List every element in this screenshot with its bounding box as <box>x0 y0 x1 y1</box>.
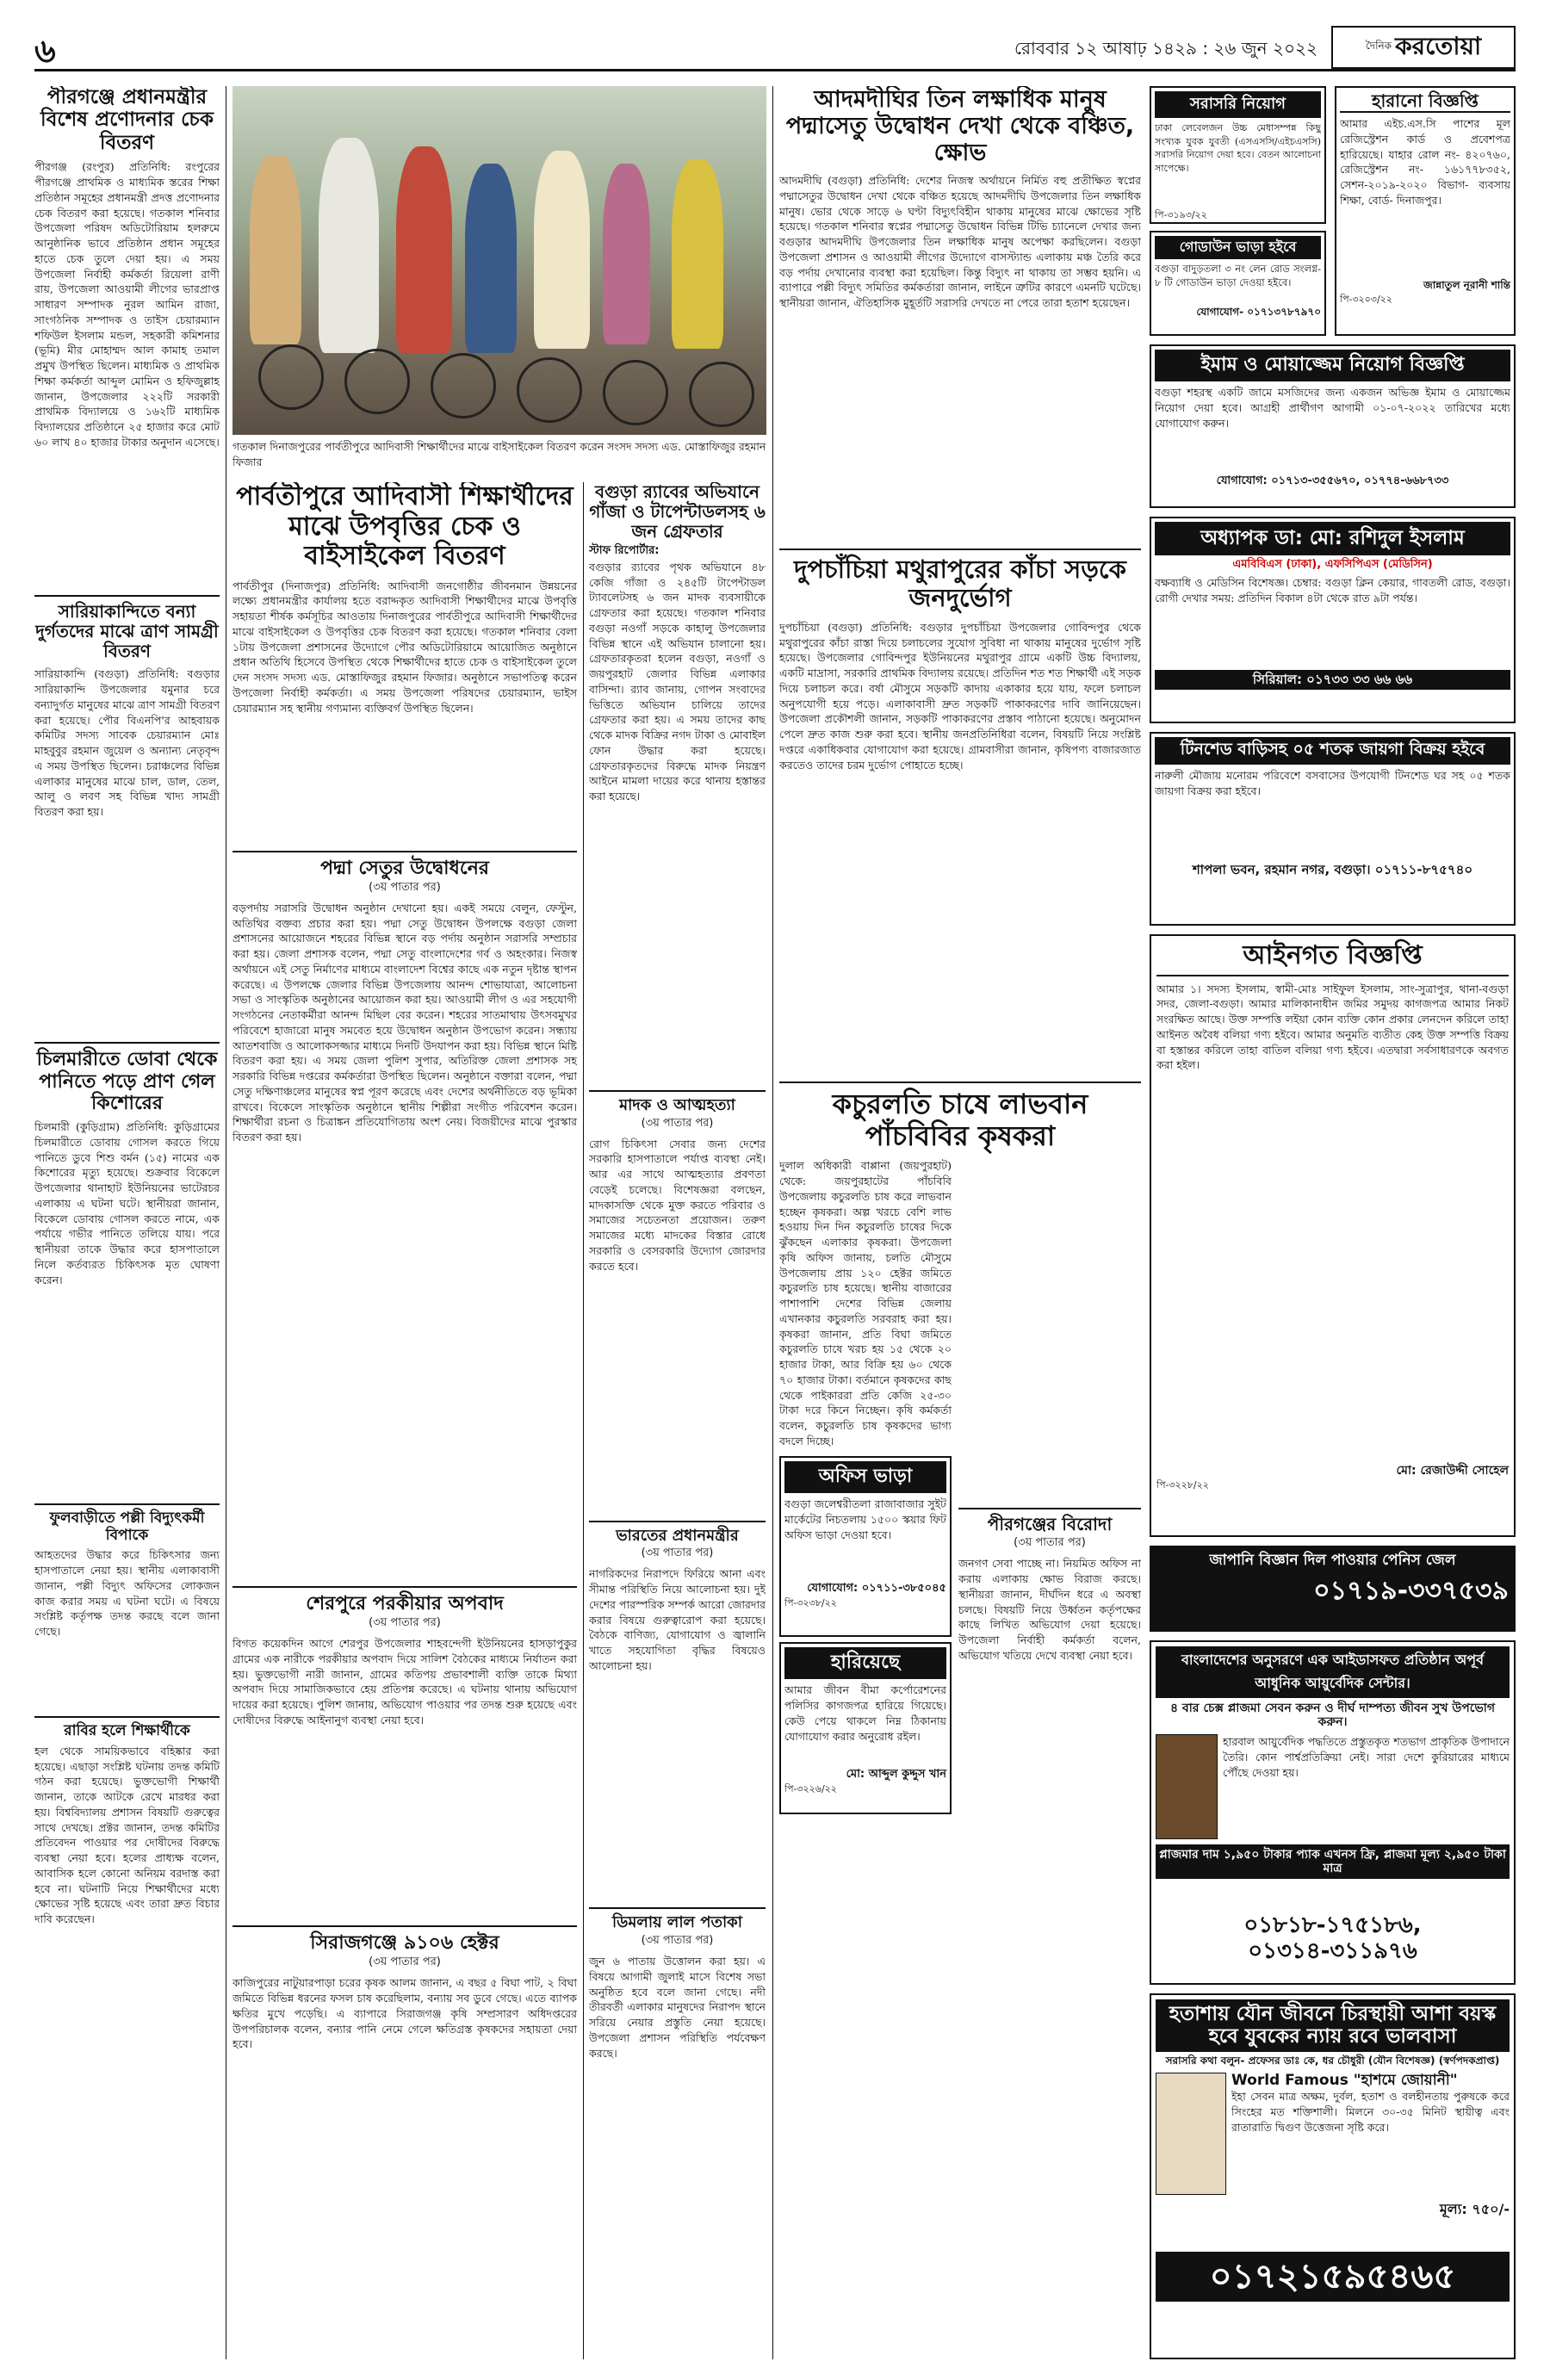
divider <box>34 595 220 597</box>
ad-imam-body: বগুড়া শহরস্থ একটি জামে মসজিদের জন্য একজন অভিজ্ঞ ইমাম ও মোয়াজ্জেম নিয়োগ দেয়া হবে। আগ্রহী প্রার্থীগণ আগামী ০১-০৭-২০২২ তারিখের মধ্যে যোগাযোগ করুন। <box>1155 386 1510 430</box>
ad-lost <box>779 1642 952 1814</box>
newspaper-logo <box>1331 26 1516 69</box>
ad-legal-notice <box>1150 934 1516 1537</box>
headline-dimla: ডিমলায় লাল পতাকা <box>612 1913 742 1932</box>
headline-india-pm: ভারতের প্রধানমন্ত্রীর <box>616 1526 739 1545</box>
headline-pirganj-biroda: পীরগঞ্জের বিরোদা <box>987 1514 1113 1535</box>
ad-lost-notice-title: হারানো বিজ্ঞপ্তি <box>1340 91 1510 113</box>
ad-legal-title: আইনগত বিজ্ঞপ্তি <box>1156 941 1509 976</box>
ad-lost-notice <box>1335 86 1516 336</box>
headline-pirganj: পীরগঞ্জে প্রধানমন্ত্রীর বিশেষ প্রণোদনার চেক বিতরণ <box>40 86 214 154</box>
ad-office-body: বগুড়া জলেশ্বরীতলা রাজাবাজার সুইট মার্কেটের নিচতলায় ১৫০০ স্কয়ার ফিট অফিস ভাড়া দেওয়া হবে। <box>784 1497 946 1541</box>
column-2 <box>232 482 577 2359</box>
ad-office-title: অফিস ভাড়া <box>784 1461 946 1493</box>
article-pirganj: পীরগঞ্জ (রংপুর) প্রতিনিধি: রংপুরের পীরগঞ্জে প্রাথমিক ও মাধ্যমিক স্তরের শিক্ষা প্রতিষ্ঠান সমূহের প্রধানমন্ত্রী প্রদত্ত প্রণোদনার চেক বিতরণ করা হয়েছে। গতকাল শনিবার উপজেলা পরিষদ অডিটোরিয়াম হলরুমে আনুষ্ঠানিক ভাবে প্রতিষ্ঠান প্রধান সমূহের হাতে চেক তুলে দেয়া হয়। এ সময় উপজেলা নির্বাহী কর্মকর্তা রিয়েলা রাণী রায়, উপজেলা আওয়ামী লীগের ভারপ্রাপ্ত সাধারণ সম্পাদক নুরল আমিন রাজা, সাংগঠনিক সম্পাদক ও তাইস চেয়ারম্যান শফিউল ইসলাম মন্ডল, সহকারী কমিশনার (ভূমি) মীর মোহাম্মদ আল কামাহ তমাল প্রমুখ উপস্থিত ছিলেন। মাধ্যমিক ও প্রাথমিক শিক্ষা কর্মকর্তা আব্দুল মোমিন ও হফিজুল্লাহ জানান, উপজেলার ২২২টি সরকারী প্রাথমিক বিদ্যালয়ে ও ১৬২টি মাধ্যমিক বিদ্যালয়ের প্রতিষ্ঠানে ২৫ হাজার করে মোট ৬০ লাখ ৪০ হাজার টাকার অনুদান এসেছে। <box>34 160 220 449</box>
continued-note: (৩য় পাতার পর) <box>1014 1536 1086 1550</box>
page-number: ৬ <box>34 32 56 70</box>
ad-land-sale-title: টিনশেড বাড়িসহ ০৫ শতক জায়গা বিক্রয় হইবে <box>1155 737 1510 765</box>
ad-code: পি-৩২২৮/২২ <box>1156 1478 1209 1491</box>
divider <box>232 1586 577 1588</box>
page-header <box>34 26 1516 71</box>
headline-adamdighi: আদমদীঘির তিন লক্ষাধিক মানুষ পদ্মাসেতু উদ্বোধন দেখা থেকে বঞ্চিত, ক্ষোভ <box>785 86 1135 167</box>
ad-imam <box>1150 344 1516 508</box>
article-rabi: হল থেকে সাময়িকভাবে বহিষ্কার করা হয়েছে। এছাড়া সংশ্লিষ্ট ঘটনায় তদন্ত কমিটি গঠন করা হয়েছে। ভুক্তভোগী শিক্ষার্থী জানান, তাকে আটকে রেখে মারধর করা হয়। বিশ্ববিদ্যালয় প্রশাসন বিষয়টি গুরুত্বের সাথে দেখছে। প্রক্টর জানান, তদন্ত কমিটির প্রতিবেদন পাওয়ার পর দোষীদের বিরুদ্ধে ব্যবস্থা নেয়া হবে। হলের প্রাধ্যক্ষ বলেন, আবাসিক হলে কোনো অনিয়ম বরদাস্ত করা হবে না। ঘটনাটি নিয়ে শিক্ষার্থীদের মধ্যে ক্ষোভের সৃষ্টি হয়েছে এবং তারা দ্রুত বিচার দাবি করেছেন। <box>34 1744 220 1926</box>
column-rule <box>772 86 773 2359</box>
ad-godown-title: গোডাউন ভাড়া হইবে <box>1155 236 1321 259</box>
ad-hashme-price: মূল্য: ৭৫০/- <box>1439 2200 1510 2217</box>
article-sherpur: বিগত কয়েকদিন আগে শেরপুর উপজেলার শাহবন্দেগী ইউনিয়নের হাসড়াপুকুর গ্রামের এক নারীকে পরকীয়ার অপবাদ দিয়ে সালিশ বৈঠকের মাধ্যমে নির্যাতন করা হয়। ভুক্তভোগী নারী জানান, গ্রামের কতিপয় প্রভাবশালী ব্যক্তি তাকে মিথ্যা অপবাদ দিয়ে সামাজিকভাবে হেয় প্রতিপন্ন করেছে। এ ঘটনায় থানায় অভিযোগ দায়ের করা হয়েছে। পুলিশ জানায়, অভিযোগ পাওয়ার পর তদন্ত শুরু হয়েছে এবং দোষীদের বিরুদ্ধে আইনানুগ ব্যবস্থা নেয়া হবে। <box>232 1637 577 1726</box>
article-parbatipur: পার্বতীপুর (দিনাজপুর) প্রতিনিধি: আদিবাসী জনগোষ্ঠীর জীবনমান উন্নয়নের লক্ষ্যে প্রধানমন্ত্রীর কার্যালয় হতে বরাদ্দকৃত আদিবাসী শিক্ষার্থীদের মাঝে উপবৃত্তি সহায়তা শীর্ষক কর্মসূচির আওতায় দিনাজপুরের পার্বতীপুরে আদিবাসী শিক্ষার্থীদের মাঝে বাইসাইকেল ও উপবৃত্তির চেক বিতরণ করা হয়েছে। গতকাল শনিবার বেলা ১টায় উপজেলা প্রশাসনের উদ্যোগে পৌর অডিটোরিয়ামে আয়োজিত অনুষ্ঠানে প্রধান অতিথি হিসেবে উপস্থিত থেকে শিক্ষার্থীদের হাতে চেক ও বাইসাইকেল তুলে দেন সংসদ সদস্য এড. মোস্তাফিজুর রহমান ফিজার। অনুষ্ঠানে সভাপতিত্ব করেন উপজেলা নির্বাহী কর্মকর্তা। এ সময় উপজেলা পরিষদের চেয়ারম্যান, ভাইস চেয়ারম্যান সহ স্থানীয় গণ্যমান্য ব্যক্তিবর্গ উপস্থিত ছিলেন। <box>232 579 577 715</box>
divider <box>232 1925 577 1927</box>
ad-recruitment <box>1150 86 1326 224</box>
ad-land-sale <box>1150 732 1516 926</box>
divider <box>589 1907 766 1909</box>
ad-doctor <box>1150 517 1516 723</box>
ad-japan-gel-phone: ০১৭১৯-৩৩৭৫৩৯ <box>1313 1575 1509 1606</box>
product-image <box>1156 1734 1218 1839</box>
continued-note: (৩য় পাতার পর) <box>369 1616 441 1630</box>
ad-ayurvedic <box>1150 1640 1516 1985</box>
ad-recruitment-body: ঢাকা লেবেলজন উচ্চ মেধাসম্পন্ন কিছু সংখ্যক যুবক যুবতী (এসএসসি/এইচএসসি) সরাসরি নিয়োগ দেয়া হবে। বেতন আলোচনা সাপেক্ষে। <box>1155 122 1321 174</box>
article-dupchanchia: দুপচাঁচিয়া (বগুড়া) প্রতিনিধি: বগুড়ার দুপচাঁচিয়া উপজেলার গোবিন্দপুর থেকে মথুরাপুরের কাঁচা রাস্তা দিয়ে চলাচলের সুযোগ সুবিধা না থাকায় মানুষের দুর্ভোগ সৃষ্টি হয়েছে। উপজেলার গোবিন্দপুর ইউনিয়নের মথুরাপুর গ্রামে একটি উচ্চ বিদ্যালয়, একটি মাদ্রাসা, সরকারি প্রাথমিক বিদ্যালয় রয়েছে। প্রতিদিন শত শত শিক্ষার্থী এই সড়ক দিয়ে চলাচল করে। বর্ষা মৌসুমে সড়কটি কাদায় একাকার হয়ে যায়, ফলে চলাচল অনুপযোগী হয়ে পড়ে। এলাকাবাসী দ্রুত সড়কটি পাকাকরণের দাবি জানিয়েছেন। উপজেলা প্রকৌশলী জানান, সড়কটি পাকাকরণের প্রস্তাব পাঠানো হয়েছে। অনুমোদন পেলে দ্রুত কাজ শুরু করা হবে। স্থানীয় জনপ্রতিনিধিরা বলেন, বিষয়টি নিয়ে সংশ্লিষ্ট দপ্তরে একাধিকবার যোগাযোগ করা হয়েছে। গ্রামবাসীরা জানান, কৃষিপণ্য বাজারজাত করতেও তাদের চরম দুর্ভোগ পোহাতে হচ্ছে। <box>779 620 1141 772</box>
ad-doctor-degree: এমবিবিএস (ঢাকা), এফসিপিএস (মেডিসিন) <box>1232 558 1433 571</box>
headline-padma: পদ্মা সেতুর উদ্বোধনের <box>320 857 489 879</box>
ad-hashme-sub: সরাসরি কথা বলুন- প্রফেসর ডাঃ কে, ধর চৌধুরী (যৌন বিশেষজ্ঞ) (স্বর্ণপদকপ্রাপ্ত) <box>1165 2054 1500 2067</box>
ad-doctor-title: অধ্যাপক ডা: মো: রশিদুল ইসলাম <box>1155 522 1510 555</box>
ad-code: পি-৩২০৩/২২ <box>1340 293 1392 305</box>
article-madok: রোগ চিকিৎসা সেবার জন্য দেশের সরকারি হাসপাতালে পর্যাপ্ত ব্যবস্থা নেই। আর এর সাথে আত্মহত্যার প্রবণতা বেড়েই চলেছে। বিশেষজ্ঞরা বলছেন, মাদকাসক্তি থেকে মুক্ত করতে পরিবার ও সমাজের সচেতনতা প্রয়োজন। তরুণ সমাজের মধ্যে মাদকের বিস্তার রোধে সরকারি ও বেসরকারি উদ্যোগ জোরদার করতে হবে। <box>589 1137 766 1273</box>
ad-ayurvedic-body: হারবাল আয়ুর্বেদিক পদ্ধতিতে প্রস্তুতকৃত শতভাগ প্রাকৃতিক উপাদানে তৈরি। কোন পার্শ্বপ্রতিক্রিয়া নেই। সারা দেশে কুরিয়ারের মাধ্যমে পৌঁছে দেওয়া হয়। <box>1223 1735 1510 1779</box>
divider <box>232 851 577 852</box>
ad-doctor-serial: সিরিয়াল: ০১৭৩৩ ৩৩ ৬৬ ৬৬ <box>1155 670 1510 690</box>
article-rab: বগুড়ার র‌্যাবের পৃথক অভিযানে ৪৮ কেজি গাঁজা ও ২৪৫টি টাপেন্টাডল ট্যাবলেটসহ ৬ জন মাদক ব্যবসায়ীকে গ্রেফতার করা হয়েছে। গতকাল শনিবার বগুড়া নওগাঁ সড়কে কাহালু উপজেলার বিভিন্ন স্থানে এই অভিযান চালানো হয়। গ্রেফতারকৃতরা হলেন বগুড়া, নওগাঁ ও জয়পুরহাট জেলার বিভিন্ন এলাকার বাসিন্দা। র‌্যাব জানায়, গোপন সংবাদের ভিত্তিতে অভিযান চালিয়ে তাদের গ্রেফতার করা হয়। এ সময় তাদের কাছ থেকে মাদক বিক্রির নগদ টাকা ও মোবাইল ফোন উদ্ধার করা হয়েছে। গ্রেফতারকৃতদের বিরুদ্ধে মাদক নিয়ন্ত্রণ আইনে মামলা দায়ের করে থানায় হস্তান্তর করা হয়েছে। <box>589 560 766 803</box>
continued-note: (৩য় পাতার পর) <box>641 1546 714 1560</box>
article-chilmari: চিলমারী (কুড়িগ্রাম) প্রতিনিধি: কুড়িগ্রামের চিলমারীতে ডোবায় গোসল করতে গিয়ে পানিতে ডুবে শিশু বর্মন (১৫) নামের এক কিশোরের মৃত্যু হয়েছে। শুক্রবার বিকেলে উপজেলার থানাহাট ইউনিয়নের ভাটেরচর এলাকায় এ ঘটনা ঘটে। স্থানীয়রা জানান, বিকেলে ডোবায় গোসল করতে নামে, এক পর্যায়ে গভীর পানিতে তলিয়ে যায়। পরে স্থানীয়রা তাকে উদ্ধার করে হাসপাতালে নিলে কর্তব্যরত চিকিৎসক মৃত ঘোষণা করেন। <box>34 1120 220 1286</box>
ad-lost-contact: মো: আব্দুল কুদ্দুস খান <box>846 1768 946 1782</box>
header-date: রোববার ১২ আষাঢ় ১৪২৯ : ২৬ জুন ২০২২ <box>1014 38 1318 59</box>
ad-code: পি-৩২২৬/২২ <box>784 1783 837 1795</box>
byline: স্টাফ রিপোর্টার: <box>589 544 660 557</box>
ad-code: পি-৩১৯৩/২২ <box>1155 209 1207 220</box>
ad-recruitment-title: সরাসরি নিয়োগ <box>1155 91 1321 118</box>
column-1 <box>34 86 220 2359</box>
ad-office-contact: যোগাযোগ: ০১৭১১-৩৮৫০৪৫ <box>807 1582 946 1596</box>
ad-lost-body: আমার জীবন বীমা কর্পোরেশনের পলিসির কাগজপত্র হারিয়ে গিয়েছে। কেউ পেয়ে থাকলে নিম্ন ঠিকানায় যোগাযোগ করার অনুরোধ রইল। <box>784 1683 946 1743</box>
logo-small-text: দৈনিক <box>1365 40 1392 52</box>
headline-chilmari: চিলমারীতে ডোবা থেকে পানিতে পড়ে প্রাণ গেল কিশোরের <box>36 1049 218 1114</box>
continued-note: (৩য় পাতার পর) <box>641 1116 714 1130</box>
article-fulbari: আহতদের উদ্ধার করে চিকিৎসার জন্য হাসপাতালে নেয়া হয়। স্থানীয় এলাকাবাসী জানান, পল্লী বিদ্যুৎ অফিসের লোকজন কাজ করার সময় এ ঘটনা ঘটে। এ বিষয়ে সংশ্লিষ্ট কর্তৃপক্ষ তদন্ত করছে বলে জানা গেছে। <box>34 1548 220 1639</box>
ad-godown-body: বগুড়া বাদুড়তলা ৩ নং লেন রোড সংলগ্ন- ৮ টি গোডাউন ভাড়া দেওয়া হইবে। <box>1155 263 1321 289</box>
continued-note: (৩য় পাতার পর) <box>369 880 441 894</box>
ad-ayurvedic-title: বাংলাদেশের অনুসরণে এক আইডাসফত প্রতিষ্ঠান অপূর্ব আধুনিক আয়ুর্বেদিক সেন্টার। <box>1156 1646 1510 1698</box>
ad-legal-body: আমার ১। সদস্য ইসলাম, স্বামী-মোঃ সাইফুল ইসলাম, সাং-সুত্রাপুর, থানা-বগুড়া সদর, জেলা-বগুড়া। আমার মালিকানাধীন জমির সমুদয় কাগজপত্র আমার নিকট সংরক্ষিত আছে। উক্ত সম্পত্তি লইয়া কোন ব্যক্তি কোন প্রকার লেনদেন করিলে তাহা আইনত অবৈধ বলিয়া গণ্য হইবে। আমার অনুমতি ব্যতীত কেহ উক্ত সম্পত্তি বিক্রয় বা হস্তান্তর করিলে তাহা বাতিল বলিয়া গণ্য হইবে। এতদ্বারা সর্বসাধারণকে অবগত করা হইল। <box>1156 982 1509 1072</box>
divider <box>34 1503 220 1505</box>
ad-doctor-body: বক্ষব্যাধি ও মেডিসিন বিশেষজ্ঞ। চেম্বার: বগুড়া ক্লিন কেয়ার, গাবতলী রোড, বগুড়া। রোগী দেখার সময়: প্রতিদিন বিকাল ৪টা থেকে রাত ৯টা পর্যন্ত। <box>1155 575 1510 604</box>
ad-godown-contact: যোগাযোগ- ০১৭১৩৭৮৭৯৭০ <box>1196 306 1321 318</box>
column-3 <box>589 482 766 2359</box>
ad-land-sale-contact: শাপলা ভবন, রহমান নগর, বগুড়া। ০১৭১১-৮৭৫৭৪০ <box>1192 862 1473 877</box>
column-4 <box>779 86 1141 2359</box>
divider <box>779 1082 1141 1083</box>
column-rule <box>583 482 584 2359</box>
ad-hashme-phone: ০১৭২১৫৯৫৪৬৫ <box>1156 2252 1510 2302</box>
divider <box>958 1508 1141 1509</box>
photo-bicycle-distribution <box>232 86 766 435</box>
ad-imam-title: ইমাম ও মোয়াজ্জেম নিয়োগ বিজ্ঞপ্তি <box>1155 350 1510 381</box>
photo-caption: গতকাল দিনাজপুরের পার্বতীপুরে আদিবাসী শিক্ষার্থীদের মাঝে বাইসাইকেল বিতরণ করেন সংসদ সদস্য এড. মোস্তাফিজুর রহমান ফিজার <box>232 440 766 468</box>
ad-code: পি-৩২৩৮/২২ <box>784 1597 837 1609</box>
divider <box>589 1090 766 1092</box>
ad-hashme-title: হতাশায় যৌন জীবনে চিরস্থায়ী আশা বয়স্ক হবে যুবকের ন্যায় রবে ভালবাসা <box>1156 1999 1510 2052</box>
article-padma: বড়পর্দায় সরাসরি উদ্বোধন অনুষ্ঠান দেখানো হয়। একই সময়ে বেলুন, ফেস্টুন, অতিথির বক্তব্য প্রচার করা হয়। পদ্মা সেতু উদ্বোধন উপলক্ষে বগুড়া জেলা প্রশাসনের আয়োজনে শহরের বিভিন্ন স্থানে বড় পর্দায় অনুষ্ঠান সরাসরি সম্প্রচার করা হয়। জেলা প্রশাসক বলেন, পদ্মা সেতু বাংলাদেশের গর্ব ও অহংকার। নিজস্ব অর্থায়নে এই সেতু নির্মাণের মাধ্যমে বাংলাদেশ বিশ্বের কাছে এক নতুন দৃষ্টান্ত স্থাপন করেছে। এ উপলক্ষে জেলার বিভিন্ন উপজেলায় আনন্দ শোভাযাত্রা, আলোচনা সভা ও সাংস্কৃতিক অনুষ্ঠানের আয়োজন করা হয়। আওয়ামী লীগ ও এর সহযোগী সংগঠনের নেতাকর্মীরা আনন্দ মিছিল বের করেন। শহরের সাতমাথায় উৎসবমুখর পরিবেশে হাজারো মানুষ সমবেত হয়ে উদ্বোধন অনুষ্ঠান উপভোগ করেন। সন্ধ্যায় আতশবাজি ও আলোকসজ্জার মাধ্যমে দিনটি উদযাপন করা হয়। বিভিন্ন স্থানে মিষ্টি বিতরণ করা হয়। এ সময় জেলা পুলিশ সুপার, অতিরিক্ত জেলা প্রশাসক সহ সরকারি বিভিন্ন দপ্তরের কর্মকর্তারা উপস্থিত ছিলেন। অনুষ্ঠানে বক্তারা বলেন, পদ্মা সেতু দক্ষিণাঞ্চলের মানুষের স্বপ্ন পূরণ করেছে এবং দেশের অর্থনীতিতে বড় ভূমিকা রাখবে। বিকেলে সাংস্কৃতিক অনুষ্ঠানে স্থানীয় শিল্পীরা সংগীত পরিবেশন করেন। শিক্ষার্থীরা রচনা ও চিত্রাঙ্কন প্রতিযোগিতায় অংশ নেয়। বিজয়ীদের মাঝে পুরস্কার বিতরণ করা হয়। <box>232 901 577 1144</box>
ad-hashme-product: World Famous "হাশমে জোয়ানী" <box>1231 2071 1458 2089</box>
ad-hashme-body: ইহা সেবন মাত্র অক্ষম, দুর্বল, হতাশ ও বলহীনতায় পুরুষকে করে সিংহের মত শক্তিশালী। মিলনে ৩০-৩৫ মিনিট স্থায়ীত্ব এবং রাতারাতি দ্বিগুণ উত্তেজনা সৃষ্টি করে। <box>1231 2090 1510 2134</box>
ad-hashme <box>1150 1993 1516 2359</box>
headline-dupchanchia: দুপচাঁচিয়া মথুরাপুরের কাঁচা সড়কে জনদুর্ভোগ <box>794 555 1126 613</box>
headline-sirajganj: সিরাজগঞ্জে ৯১০৬ হেক্টর <box>310 1932 499 1955</box>
divider <box>34 1042 220 1044</box>
article-sirajganj: কাজিপুরের নাটুয়ারপাড়া চরের কৃষক আলম জানান, এ বছর ৫ বিঘা পাট, ২ বিঘা জমিতে বিভিন্ন ধরনের ফসল চাষ করেছিলাম, বন্যায় সব ডুবে গেছে। এতে ব্যাপক ক্ষতির মুখে পড়েছি। এ ব্যাপারে সিরাজগঞ্জ কৃষি সম্প্রসারণ অধিদপ্তরের উপপরিচালক বলেন, বন্যার পানি নেমে গেলে ক্ষতিগ্রস্ত কৃষকদের সহায়তা দেয়া হবে। <box>232 1976 577 2051</box>
ad-office-rent <box>779 1456 952 1637</box>
ad-ayurvedic-phone: ০১৮১৮-১৭৫১৮৬, ০১৩১৪-৩১১৯৭৬ <box>1243 1912 1422 1965</box>
article-dimla: জুন ৬ পাতায় উত্তোলন করা হয়। এ বিষয়ে আগামী জুলাই মাসে বিশেষ সভা অনুষ্ঠিত হবে বলে জানা গেছে। নদী তীরবর্তী এলাকার মানুষদের নিরাপদ স্থানে সরিয়ে নেয়ার প্রস্তুতি নেয়া হয়েছে। উপজেলা প্রশাসন পরিস্থিতি পর্যবেক্ষণ করছে। <box>589 1955 766 2060</box>
column-5-ads <box>1150 86 1516 2359</box>
divider <box>779 549 1141 550</box>
ad-godown <box>1150 231 1326 336</box>
logo-text: করতোয়া <box>1395 31 1482 60</box>
article-kochurloti-cont <box>958 1158 1141 1503</box>
doctor-photo <box>1156 2073 1226 2195</box>
article-kochurloti: দুলাল অধিকারী বাপ্পানা (জয়পুরহাট) থেকে: জয়পুরহাটের পাঁচবিবি উপজেলায় কচুরলতি চাষ করে লাভবান হচ্ছেন কৃষকরা। অল্প খরচে বেশি লাভ হওয়ায় দিন দিন কচুরলতি চাষের দিকে ঝুঁকছেন এলাকার কৃষকরা। উপজেলা কৃষি অফিস জানায়, চলতি মৌসুমে উপজেলায় প্রায় ১২০ হেক্টর জমিতে কচুরলতি চাষ হয়েছে। স্থানীয় বাজারের পাশাপাশি দেশের বিভিন্ন জেলায় এখানকার কচুরলতি সরবরাহ করা হয়। কৃষকরা জানান, প্রতি বিঘা জমিতে কচুরলতি চাষে খরচ হয় ১৫ থেকে ২০ হাজার টাকা, আর বিক্রি হয় ৬০ থেকে ৭০ হাজার টাকা। বর্তমানে কৃষকদের কাছ থেকে পাইকাররা প্রতি কেজি ২৫-৩০ টাকা দরে কিনে নিচ্ছেন। কৃষি কর্মকর্তা বলেন, কচুরলতি চাষ কৃষকদের ভাগ্য বদলে দিচ্ছে। <box>779 1159 952 1447</box>
article-sariakandi: সারিয়াকান্দি (বগুড়া) প্রতিনিধি: বগুড়ার সারিয়াকান্দি উপজেলার যমুনার চরে বন্যাদুর্গত মানুষের মাঝে ত্রাণ সামগ্রী বিতরণ করা হয়েছে। পৌর বিএনপি'র আহবায়ক কমিটির সদস্য সাবেক চেয়ারম্যান মোঃ মাহবুবুর রহমান জুয়েল ও অন্যান্য নেতৃবৃন্দ এ সময় উপস্থিত ছিলেন। চরাঞ্চলের বিভিন্ন এলাকার মানুষের মাঝে চাল, ডাল, তেল, আলু ও লবণ সহ বিভিন্ন খাদ্য সামগ্রী বিতরণ করা হয়। <box>34 667 220 819</box>
headline-madok: মাদক ও আত্মহত্যা <box>619 1095 735 1114</box>
headline-rabi: রাবির হলে শিক্ষার্থীকে <box>64 1722 190 1740</box>
continued-note: (৩য় পাতার পর) <box>369 1955 441 1969</box>
ad-lost-notice-body: আমার এইচ.এস.সি পাশের মূল রেজিস্ট্রেশন কার্ড ও প্রবেশপত্র হারিয়েছে। যাহার রোল নং- ৪২০৭৬০, রেজিস্ট্রেশন নং- ১৬১৭৭৮৩৫২, সেশন-২০১৯-২০২০ বিভাগ- ব্যবসায় শিক্ষা, বোর্ড- দিনাজপুর। <box>1340 117 1510 207</box>
headline-sariakandi: সারিয়াকান্দিতে বন্যা দুর্গতদের মাঝে ত্রাণ সামগ্রী বিতরণ <box>35 601 219 662</box>
ad-ayurvedic-price: প্লাজমার দাম ১,৯৫০ টাকার প্যাক এখনস ফ্রি, প্লাজমা মূল্য ২,৯৫০ টাকা মাত্র <box>1156 1844 1510 1879</box>
article-adamdighi: আদমদীঘি (বগুড়া) প্রতিনিধি: দেশের নিজস্ব অর্থায়নে নির্মিত বহু প্রতীক্ষিত স্বপ্নের পদ্মাসেতুর উদ্বোধন দেখা থেকে বঞ্চিত হয়েছে আদমদীঘি উপজেলার তিন লক্ষাধিক মানুষ। ভোর থেকে সাড়ে ৬ ঘণ্টা বিদ্যুৎবিহীন থাকায় মানুষের মাঝে ক্ষোভের সৃষ্টি হয়েছে। গতকাল শনিবার স্বপ্নের পদ্মাসেতু উদ্বোধন বিভিন্ন টিভি চ্যানেলে দেখার জন্য বগুড়ার আদমদীঘি উপজেলার তিন লক্ষাধিক মানুষ অপেক্ষা করছিলেন। বগুড়া উপজেলা প্রশাসন ও আওয়ামী লীগের উদ্যোগে বাসস্ট্যান্ড এলাকায় মঞ্চ তৈরি করে বড় পর্দায় দেখানোর ব্যবস্থা করা হয়েছিল। কিন্তু বিদ্যুৎ না থাকায় তা সম্ভব হয়নি। এ ব্যাপারে পল্লী বিদ্যুৎ সমিতির কর্মকর্তারা জানান, লাইনে ত্রুটির কারণে এমনটি ঘটেছে। স্থানীয়রা জানান, ঐতিহাসিক মুহূর্তটি সরাসরি দেখতে না পেরে তারা হতাশ হয়েছেন। <box>779 174 1141 310</box>
headline-fulbari: ফুলবাড়ীতে পল্লী বিদ্যুৎকর্মী বিপাকে <box>49 1509 205 1544</box>
article-pirganj-biroda: জনগণ সেবা পাচ্ছে না। নিয়মিত অফিস না করায় এলাকায় ক্ষোভ বিরাজ করছে। স্থানীয়রা জানান, দীর্ঘদিন ধরে এ অবস্থা চলছে। বিষয়টি নিয়ে উর্ধ্বতন কর্তৃপক্ষের কাছে লিখিত অভিযোগ দেয়া হয়েছে। উপজেলা নির্বাহী কর্মকর্তা বলেন, অভিযোগ খতিয়ে দেখে ব্যবস্থা নেয়া হবে। <box>958 1557 1141 1662</box>
ad-legal-sign: মো: রেজাউদ্দী সোহেল <box>1396 1463 1509 1478</box>
divider <box>589 1521 766 1522</box>
headline-rab: বগুড়া র‌্যাবের অভিযানে গাঁজা ও টাপেন্টাডলসহ ৬ জন গ্রেফতার <box>589 482 766 542</box>
headline-kochurloti: কচুরলতি চাষে লাভবান পাঁচবিবির কৃষকরা <box>832 1087 1088 1152</box>
divider <box>34 1716 220 1718</box>
ad-japan-gel <box>1150 1546 1516 1632</box>
ad-land-sale-body: নারুলী মৌজায় মনোরম পরিবেশে বসবাসের উপযোগী টিনশেড ঘর সহ ০৫ শতক জায়গা বিক্রয় করা হইবে। <box>1155 769 1510 797</box>
headline-sherpur: শেরপুরে পরকীয়ার অপবাদ <box>306 1592 504 1615</box>
continued-note: (৩য় পাতার পর) <box>641 1934 714 1947</box>
article-india-pm: নাগরিকদের নিরাপদে ফিরিয়ে আনা এবং সীমান্ত পরিস্থিতি নিয়ে আলোচনা হয়। দুই দেশের পারস্পরিক সম্পর্ক আরো জোরদার করার বিষয়ে গুরুত্বারোপ করা হয়েছে। বৈঠকে বাণিজ্য, যোগাযোগ ও জ্বালানি খাতে সহযোগিতা বৃদ্ধির বিষয়েও আলোচনা হয়। <box>589 1567 766 1672</box>
headline-parbatipur: পার্বতীপুরে আদিবাসী শিক্ষার্থীদের মাঝে উপবৃত্তির চেক ও বাইসাইকেল বিতরণ <box>236 482 574 571</box>
ad-lost-title: হারিয়েছে <box>784 1647 946 1679</box>
ad-japan-gel-title: জাপানি বিজ্ঞান দিল পাওয়ার পেনিস জেল <box>1209 1552 1456 1569</box>
ad-imam-contact: যোগাযোগ: ০১৭১৩-৩৫৫৬৭০, ০১৭৭৪-৬৬৮৭৩৩ <box>1216 474 1449 487</box>
ad-lost-notice-name: জান্নাতুল নূরানী শান্তি <box>1423 279 1510 291</box>
ad-ayurvedic-sub: ৪ বার চেক্স প্লাজমা সেবন করুন ও দীর্ঘ দাম্পত্য জীবন সুখ উপভোগ করুন। <box>1169 1701 1496 1730</box>
